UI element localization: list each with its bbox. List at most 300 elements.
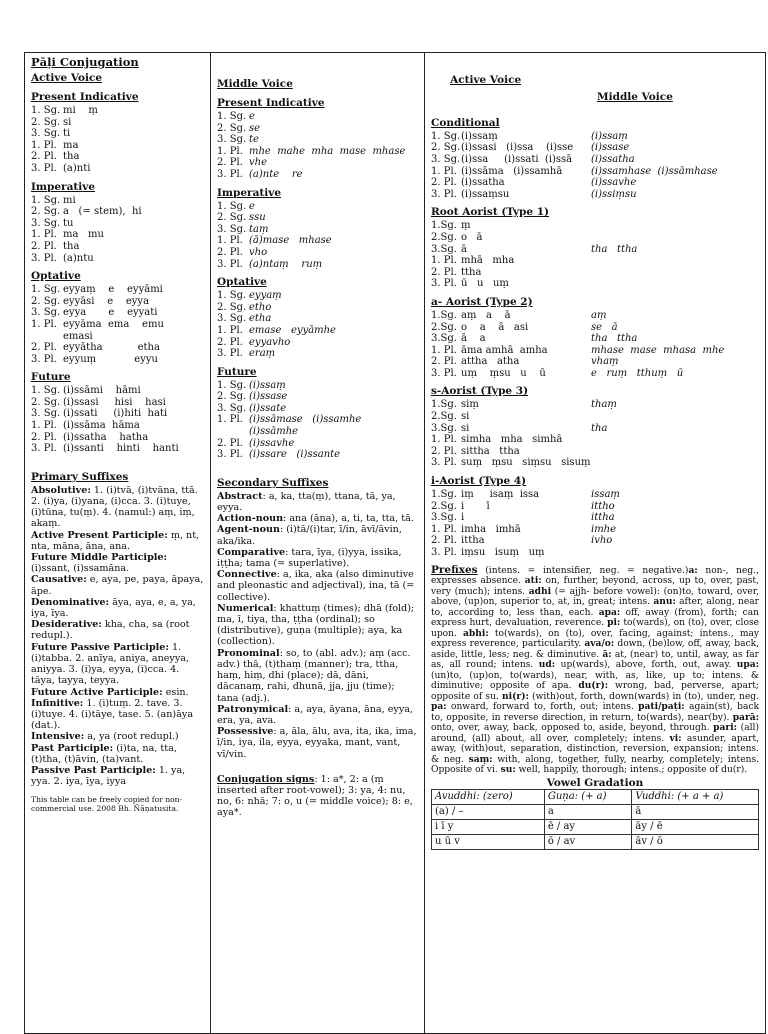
suffix-text: esin.	[162, 686, 189, 698]
prefix-text: at, (near) to, until, away, as far as, all round; intens.	[431, 649, 759, 671]
ending-forms: ssu	[249, 212, 266, 224]
prefix-text: asunder, apart, away, (with)out, separation, distinction, reversion, expansion; intens. & neg.	[431, 733, 759, 765]
conjugation-row	[431, 166, 759, 178]
suffix-entry	[31, 530, 204, 552]
person-number-label: 1.Sg.	[431, 309, 457, 321]
conjugation-row	[431, 457, 759, 469]
prefix-text: up(wards), above, forth, out, away.	[555, 660, 737, 671]
conjugation-row	[31, 241, 204, 253]
suffix-entry	[31, 619, 204, 641]
middle-forms: (i)ssiṃsu	[591, 188, 637, 200]
suffix-term: Future Middle Participle:	[31, 552, 168, 564]
active-forms: simha mha simhā	[461, 434, 563, 446]
person-number-label: 1. Sg.	[217, 379, 247, 391]
prefix-term: ni(r):	[502, 690, 529, 702]
suffix-term: Action-noun	[217, 513, 284, 525]
person-number-label: 2. Pl.	[31, 240, 57, 252]
person-number-label: 3. Pl.	[31, 353, 57, 365]
person-number-label: 3. Sg.	[217, 402, 247, 414]
active-forms: (i)ssasi (i)ssa (i)sse	[461, 142, 574, 154]
conjugation-row	[217, 414, 418, 426]
table-cell: ē / ay	[544, 819, 632, 834]
conjugation-row	[431, 524, 759, 536]
conjugation-row	[431, 154, 759, 166]
ending-forms: tu	[63, 217, 74, 229]
prefixes	[431, 565, 759, 776]
prefix-text: on, further, beyond, across, up to, over, past, very (much); intens.	[431, 576, 759, 597]
person-number-label: 2. Sg.	[217, 301, 247, 313]
person-number-label: 1. Pl.	[31, 229, 57, 241]
conjugation-row	[217, 235, 418, 247]
conjugation-row	[431, 423, 759, 435]
conjugation-row	[31, 319, 204, 331]
vowel-gradation-title: Vowel Gradation	[546, 776, 644, 789]
suffix-entry	[31, 743, 204, 765]
suffix-entry	[31, 597, 204, 619]
conjugation-row	[431, 345, 759, 357]
ending-forms: (a)nti	[63, 162, 91, 174]
active-forms: ā	[461, 243, 467, 255]
prefix-term: pari:	[713, 722, 738, 734]
suffix-entry	[31, 485, 204, 530]
person-number-label: 1. Pl.	[431, 255, 457, 267]
conjugation-row	[31, 151, 204, 163]
suffix-text: : khattuṃ (times); dhā (fold); ma, ī, tiya, tha, ṭṭha (ordinal); so (distributive), guṇa (multiple); aya, ka (collection).	[217, 602, 415, 648]
suffix-text: : a, ika, aka (also diminutive and pleonastic and adjectival), ina, tā (= collective).	[217, 569, 415, 603]
conjugation-signs	[217, 774, 418, 819]
present-indicative-middle	[217, 97, 418, 181]
conjugation-row	[217, 157, 418, 169]
person-number-label: 1. Pl.	[217, 145, 243, 157]
active-forms: (i)ssaṃsu	[461, 188, 510, 200]
table-cell: ō / av	[544, 834, 632, 849]
person-number-label: 3.Sg.	[431, 422, 457, 434]
active-forms: (i)ssatha	[461, 177, 505, 189]
person-number-label: 2. Sg.	[217, 212, 247, 224]
suffix-term: Numerical	[217, 602, 274, 614]
active-forms: siṃ	[461, 399, 479, 411]
active-forms: i ī	[461, 500, 490, 512]
suffix-text: 1. (i)tuṃ. 2. tave. 3.(i)tuye. 4. (i)tāye, tase. 5. (an)āya (dat.).	[31, 697, 194, 732]
ending-forms: (i)ssanti hinti hanti	[63, 443, 179, 455]
section-heading: a- Aorist (Type 2)	[431, 295, 533, 308]
conjugation-row	[31, 284, 204, 296]
table-cell: i ī y	[432, 819, 545, 834]
conjugation-row	[431, 244, 759, 256]
optative-active	[31, 270, 204, 365]
person-number-label: 3. Pl.	[431, 367, 457, 379]
conjugation-row	[217, 325, 418, 337]
prefix-term: apa:	[598, 606, 621, 618]
prefix-text: to(wards), on (to), over, facing, against; intens., may express reverence, particularity.	[431, 628, 760, 650]
middle-forms: (i)ssase	[591, 142, 630, 154]
prefix-text: non-, neg., expresses absence.	[431, 565, 760, 587]
person-number-label: 1. Sg.	[217, 111, 247, 122]
conjugation-row	[431, 142, 759, 154]
person-number-label: 1. Pl.	[431, 165, 457, 177]
conjugation-row	[217, 247, 418, 259]
prefixes-intro: (intens. = intensifier, neg. = negative.)	[477, 565, 689, 576]
ending-forms: eyya e eyyati	[63, 307, 158, 319]
conjugation-row	[31, 140, 204, 152]
suffix-entry	[31, 687, 204, 698]
person-number-label: 2. Sg.	[31, 295, 61, 307]
middle-forms: vhaṃ	[591, 356, 619, 368]
person-number-label: 2. Pl.	[217, 246, 243, 258]
conjugation-row	[217, 111, 418, 123]
ending-forms: eyyātha etha	[63, 342, 160, 354]
conjugation-row	[431, 333, 759, 345]
suffix-entry	[217, 704, 418, 726]
person-number-label: 2. Sg.	[31, 396, 61, 408]
prefix-term: ā:	[602, 648, 612, 660]
imperative-middle	[217, 187, 418, 271]
prefix-term: ud:	[538, 659, 556, 671]
person-number-label: 3. Sg.	[31, 128, 61, 140]
ending-forms: (i)ssāmase (i)ssamhe	[249, 414, 362, 426]
conjugation-row	[217, 337, 418, 349]
person-number-label: 1.Sg.	[431, 489, 457, 501]
column-active-voice	[25, 53, 211, 1033]
suffix-term: Comparative	[217, 546, 286, 558]
ending-forms: e	[249, 200, 255, 212]
section-heading: Secondary Suffixes	[217, 476, 329, 489]
conjugation-row	[217, 391, 418, 403]
section-heading: Imperative	[217, 186, 281, 199]
ending-forms: mi	[63, 194, 76, 206]
active-forms: si	[461, 422, 470, 434]
ending-forms: eyyāma ema emu	[63, 318, 164, 330]
middle-forms: mhase mase mhasa mhe	[591, 344, 725, 356]
person-number-label: 1.Sg.	[431, 399, 457, 411]
prefix-text: onto, over, away, back, opposed to, aside, beyond, through.	[431, 723, 714, 734]
conjugation-row	[217, 302, 418, 314]
suffix-text: ṃ, nt, nta, māna, āna, ana.	[31, 529, 200, 552]
suffix-entry	[31, 731, 204, 742]
active-voice-heading: Active Voice	[450, 73, 522, 86]
suffix-entry	[31, 765, 204, 787]
prefix-term: upa:	[736, 659, 760, 671]
prefix-text: onward, forward to, forth, out; intens.	[446, 702, 639, 713]
conjugation-row	[431, 232, 759, 244]
prefix-text: well, happily, thorough; intens.; opposite of du(r).	[515, 765, 748, 776]
middle-voice-heading: Middle Voice	[217, 78, 293, 90]
prefix-term: parā:	[732, 711, 759, 723]
suffix-term: Connective	[217, 569, 277, 581]
suffix-term: Causative:	[31, 574, 87, 586]
section-heading: Root Aorist (Type 1)	[431, 206, 550, 219]
active-forms: iṃ isaṃ issa	[461, 489, 540, 501]
middle-forms: e ruṃ tthuṃ ū	[591, 367, 684, 379]
suffix-text: (i)ssant, (i)ssamāna.	[31, 563, 130, 575]
prefix-term: vi:	[669, 732, 682, 744]
person-number-label: 1. Sg.	[31, 385, 61, 397]
conjugation-row	[217, 259, 418, 271]
section-heading: Optative	[217, 276, 267, 289]
prefix-text: after, along, near to, according to, less than, each.	[431, 597, 759, 618]
prefix-term: adhi	[528, 585, 552, 597]
person-number-label: 2. Pl.	[31, 431, 57, 443]
middle-forms: issaṃ	[591, 489, 620, 501]
conjugation-row	[431, 368, 759, 380]
ending-forms: si	[63, 116, 72, 128]
active-forms: ū u uṃ	[461, 278, 509, 290]
conjugation-row	[31, 229, 204, 241]
active-forms: (i)ssāma (i)ssamhā	[461, 165, 563, 177]
suffix-text: : a, aya, āyana, āna, eyya, era, ya, ava.	[217, 703, 414, 726]
future-middle	[217, 366, 418, 461]
ending-forms: etho	[249, 301, 272, 313]
suffix-text: 1. (i)tabba. 2. anīya, aniya, aneyya, aniyya. 3. (i)ya, eyya, (i)cca. 4. tāya, tayya, teyya.	[31, 641, 190, 687]
suffix-text: āya, aya, e, a, ya, iya, īya.	[31, 596, 196, 620]
ending-forms: eyyaṃ e eyyāmi	[63, 284, 163, 296]
active-forms: ttha	[461, 266, 482, 278]
section-heading: Present Indicative	[31, 91, 139, 103]
conjugation-row	[31, 432, 204, 444]
middle-voice-heading: Middle Voice	[597, 90, 673, 103]
conjugation-row	[431, 535, 759, 547]
person-number-label: 3. Pl.	[431, 457, 457, 469]
person-number-label: 2. Pl.	[431, 356, 457, 368]
conjugation-signs-text: : 1: a*, 2: a (ṃ inserted after root-vowel); 3: ya, 4: nu, no, 6: nhā; 7: o, u (= middle voice); 8: e, aya*.	[217, 773, 413, 819]
ending-forms: (i)ssāmi hāmi	[63, 385, 141, 397]
ending-forms: (i)ssasi hisi hasi	[63, 396, 166, 408]
suffix-text: : a, ka, tta(ṃ), ttana, tā, ya, eyya.	[217, 490, 396, 514]
ending-forms: eyyaṃ	[249, 290, 282, 302]
column-middle-voice	[211, 53, 425, 1033]
section-heading: Primary Suffixes	[31, 470, 129, 483]
person-number-label: 1. Sg.	[217, 290, 247, 302]
suffix-entry	[31, 552, 204, 574]
section-heading: Conditional	[431, 116, 500, 129]
conjugation-row	[217, 212, 418, 224]
suffix-term: Passive Past Participle:	[31, 764, 156, 776]
suffix-text: (i)ta, na, tta, (t)tha, (t)āvin, (ta)vant.	[31, 742, 177, 765]
person-number-label: 1. Sg.	[31, 194, 61, 206]
ending-forms: (i)ssare (i)ssante	[249, 449, 341, 461]
conjugation-row	[431, 547, 759, 559]
person-number-label: 1. Pl.	[217, 414, 243, 426]
person-number-label: 2. Pl.	[431, 177, 457, 189]
table-row	[432, 834, 759, 849]
person-number-label: 3. Sg.	[31, 307, 61, 319]
person-number-label: 3. Pl.	[431, 547, 457, 558]
conjugation-row	[31, 218, 204, 230]
middle-forms: tha ttha	[591, 333, 638, 345]
ending-forms: (i)ssāma hāma	[63, 420, 140, 432]
person-number-label: 3. Pl.	[217, 168, 243, 180]
middle-forms: se ā	[591, 321, 618, 333]
conjugation-row	[217, 380, 418, 392]
person-number-label: 2. Pl.	[431, 266, 457, 278]
person-number-label: 1. Sg.	[31, 284, 61, 296]
person-number-label: 2. Sg.	[31, 116, 61, 128]
suffix-term: Pronominal	[217, 647, 280, 659]
active-forms: ā a	[461, 333, 486, 345]
person-number-label: 2. Sg.	[217, 122, 247, 134]
person-number-label: 1. Pl.	[431, 523, 457, 535]
conjugation-row	[31, 307, 204, 319]
suffix-entry	[217, 603, 418, 648]
conjugation-row	[217, 438, 418, 450]
future-active	[31, 371, 204, 455]
suffix-term: Patronymical	[217, 703, 289, 715]
ending-forms: ma mu	[63, 229, 104, 241]
person-number-label: 2. Pl.	[217, 336, 243, 348]
prefix-text: (with)out, forth, down(wards) in (to), under, neg.	[528, 691, 759, 702]
ending-forms: e	[249, 111, 255, 122]
active-forms: suṃ ṃsu siṃsu sisuṃ	[461, 457, 591, 469]
person-number-label: 2.Sg.	[431, 411, 457, 423]
suffix-text: : a, āla, ālu, ava, ita, ika, ima, ī/in, iya, ila, eyya, eyyaka, mant, vant, vī/vin.	[217, 726, 417, 760]
active-forms: aṃ a ā	[461, 309, 511, 321]
imperative-active	[31, 181, 204, 265]
middle-forms: ivho	[591, 535, 613, 547]
suffix-text: 1. (i)tvā, (i)tvāna, ttā. 2. (i)ya, (i)yana, (i)cca. 3. (i)tuye, (i)tūna, tu(ṃ). 4. (namul:) aṃ, iṃ, akaṃ.	[31, 484, 198, 530]
ending-forms: vhe	[249, 157, 268, 169]
person-number-label: 1. Pl.	[217, 235, 243, 247]
conjugation-row	[431, 512, 759, 524]
conjugation-row	[217, 146, 418, 158]
present-indicative-active	[31, 91, 204, 175]
person-number-label: 1. Pl.	[217, 324, 243, 336]
conjugation-row	[31, 342, 204, 354]
suffix-text: : ana (āna), a, ti, ta, tta, tā.	[283, 513, 414, 525]
ending-forms: se	[249, 122, 261, 134]
ending-forms: (i)ssavhe	[249, 437, 295, 449]
conjugation-row	[31, 117, 204, 129]
conjugation-row	[431, 189, 759, 201]
person-number-label: 2.Sg.	[431, 231, 457, 243]
section-heading: Prefixes	[431, 563, 478, 576]
conjugation-row	[31, 206, 204, 218]
optative-middle	[217, 276, 418, 360]
conjugation-row	[431, 322, 759, 334]
suffix-term: Future Passive Participle:	[31, 641, 169, 653]
conjugation-row	[217, 313, 418, 325]
conjugation-table	[24, 52, 766, 1034]
conjugation-row	[31, 253, 204, 265]
suffix-text: kha, cha, sa (root redupl.).	[31, 619, 190, 642]
person-number-label: 1. Pl.	[431, 434, 457, 446]
person-number-label: 3. Pl.	[217, 348, 243, 360]
ending-forms: (i)ssatha hatha	[63, 431, 149, 443]
prefix-text: down, (be)low, off, away, back, aside, little, less; neg. & diminutive.	[431, 639, 759, 660]
conjugation-row	[431, 220, 759, 232]
ending-forms: eraṃ	[249, 348, 276, 360]
conjugation-row	[431, 411, 759, 423]
active-forms: ittha	[461, 535, 485, 547]
middle-forms: (i)ssamhase (i)ssāmhase	[591, 165, 718, 177]
vowel-gradation-table	[431, 789, 759, 850]
section-heading: i-Aorist (Type 4)	[431, 475, 527, 488]
conjugation-row	[431, 399, 759, 411]
prefix-term: du(r):	[578, 680, 609, 692]
ending-forms: eyyāsi e eyya	[63, 295, 150, 307]
s-aorist	[431, 385, 759, 469]
person-number-label: 3. Pl.	[31, 443, 57, 455]
ending-forms: a (= stem), hi	[63, 206, 142, 218]
conjugation-row	[31, 195, 204, 207]
ending-forms: eyyuṃ eyyu	[63, 353, 158, 365]
middle-forms: (i)ssaṃ	[591, 130, 628, 142]
conjugation-row	[217, 449, 418, 461]
person-number-label: 1. Sg.	[217, 200, 247, 212]
active-forms: attha atha	[461, 356, 520, 368]
suffix-entry	[217, 726, 418, 760]
suffix-term: Past Participle:	[31, 742, 114, 754]
person-number-label: 2.Sg.	[431, 321, 457, 333]
root-aorist	[431, 206, 759, 290]
middle-forms: tha	[591, 422, 608, 434]
conjugation-row	[431, 446, 759, 458]
conjugation-row	[31, 420, 204, 432]
middle-forms: (i)ssavhe	[591, 177, 637, 189]
table-row	[432, 804, 759, 819]
ending-forms: emasi	[63, 330, 93, 342]
prefix-term: pi:	[607, 617, 621, 629]
suffix-text: : (i)tā/(i)tar, ī/in, āvī/āvin, aka/ika.	[217, 524, 402, 547]
middle-forms: tha ttha	[591, 243, 638, 255]
person-number-label: 3. Sg.	[217, 223, 247, 235]
suffix-term: Abstract	[217, 490, 263, 502]
conjugation-row	[31, 331, 204, 343]
primary-suffixes	[31, 471, 204, 787]
section-heading: Future	[31, 371, 71, 384]
column-aorist	[425, 53, 765, 1033]
section-heading: s-Aorist (Type 3)	[431, 385, 529, 398]
suffix-entry	[217, 547, 418, 569]
person-number-label: 2. Sg.	[217, 391, 247, 403]
person-number-label: 3. Pl.	[431, 188, 457, 200]
prefix-term: pati/paṭi:	[638, 701, 685, 713]
conjugation-row	[217, 224, 418, 236]
ending-forms: ma	[63, 139, 79, 151]
middle-forms: aṃ	[591, 309, 607, 321]
ending-forms: vho	[249, 246, 268, 258]
prefix-term: ati:	[524, 575, 542, 587]
ending-forms: mi ṃ	[63, 105, 98, 116]
conjugation-row	[431, 489, 759, 501]
conjugation-row	[31, 296, 204, 308]
person-number-label: 1. Pl.	[31, 318, 57, 330]
conjugation-row	[217, 123, 418, 135]
person-number-label: 3. Sg.	[31, 217, 61, 229]
conjugation-row	[431, 177, 759, 189]
ending-forms: te	[249, 134, 259, 146]
prefix-term: su:	[500, 764, 516, 776]
active-forms: āma amhā amha	[461, 344, 548, 356]
prefix-text: again(st), back to, opposite, in reverse direction, in return, to(wards), near(by).	[431, 702, 759, 723]
suffix-entry	[31, 698, 204, 732]
person-number-label: 2. Pl.	[431, 445, 457, 457]
table-cell: āv / ō	[632, 834, 759, 849]
conjugation-row	[31, 354, 204, 366]
conditional	[431, 117, 759, 201]
prefix-term: abhi:	[463, 627, 489, 639]
person-number-label: 3. Sg.	[217, 313, 247, 325]
prefix-term: anu:	[653, 596, 676, 608]
person-number-label: 2. Sg.	[31, 206, 61, 218]
person-number-label: 2. Pl.	[31, 151, 57, 163]
middle-forms: imhe	[591, 523, 617, 535]
active-forms: o a ā asi	[461, 321, 529, 333]
active-forms: (i)ssaṃ	[461, 130, 498, 142]
conjugation-row	[431, 131, 759, 143]
active-forms: uṃ ṃsu u ū	[461, 367, 546, 379]
header-cell: Avuddhi: (zero)	[432, 789, 545, 804]
table-cell: u ū v	[432, 834, 545, 849]
